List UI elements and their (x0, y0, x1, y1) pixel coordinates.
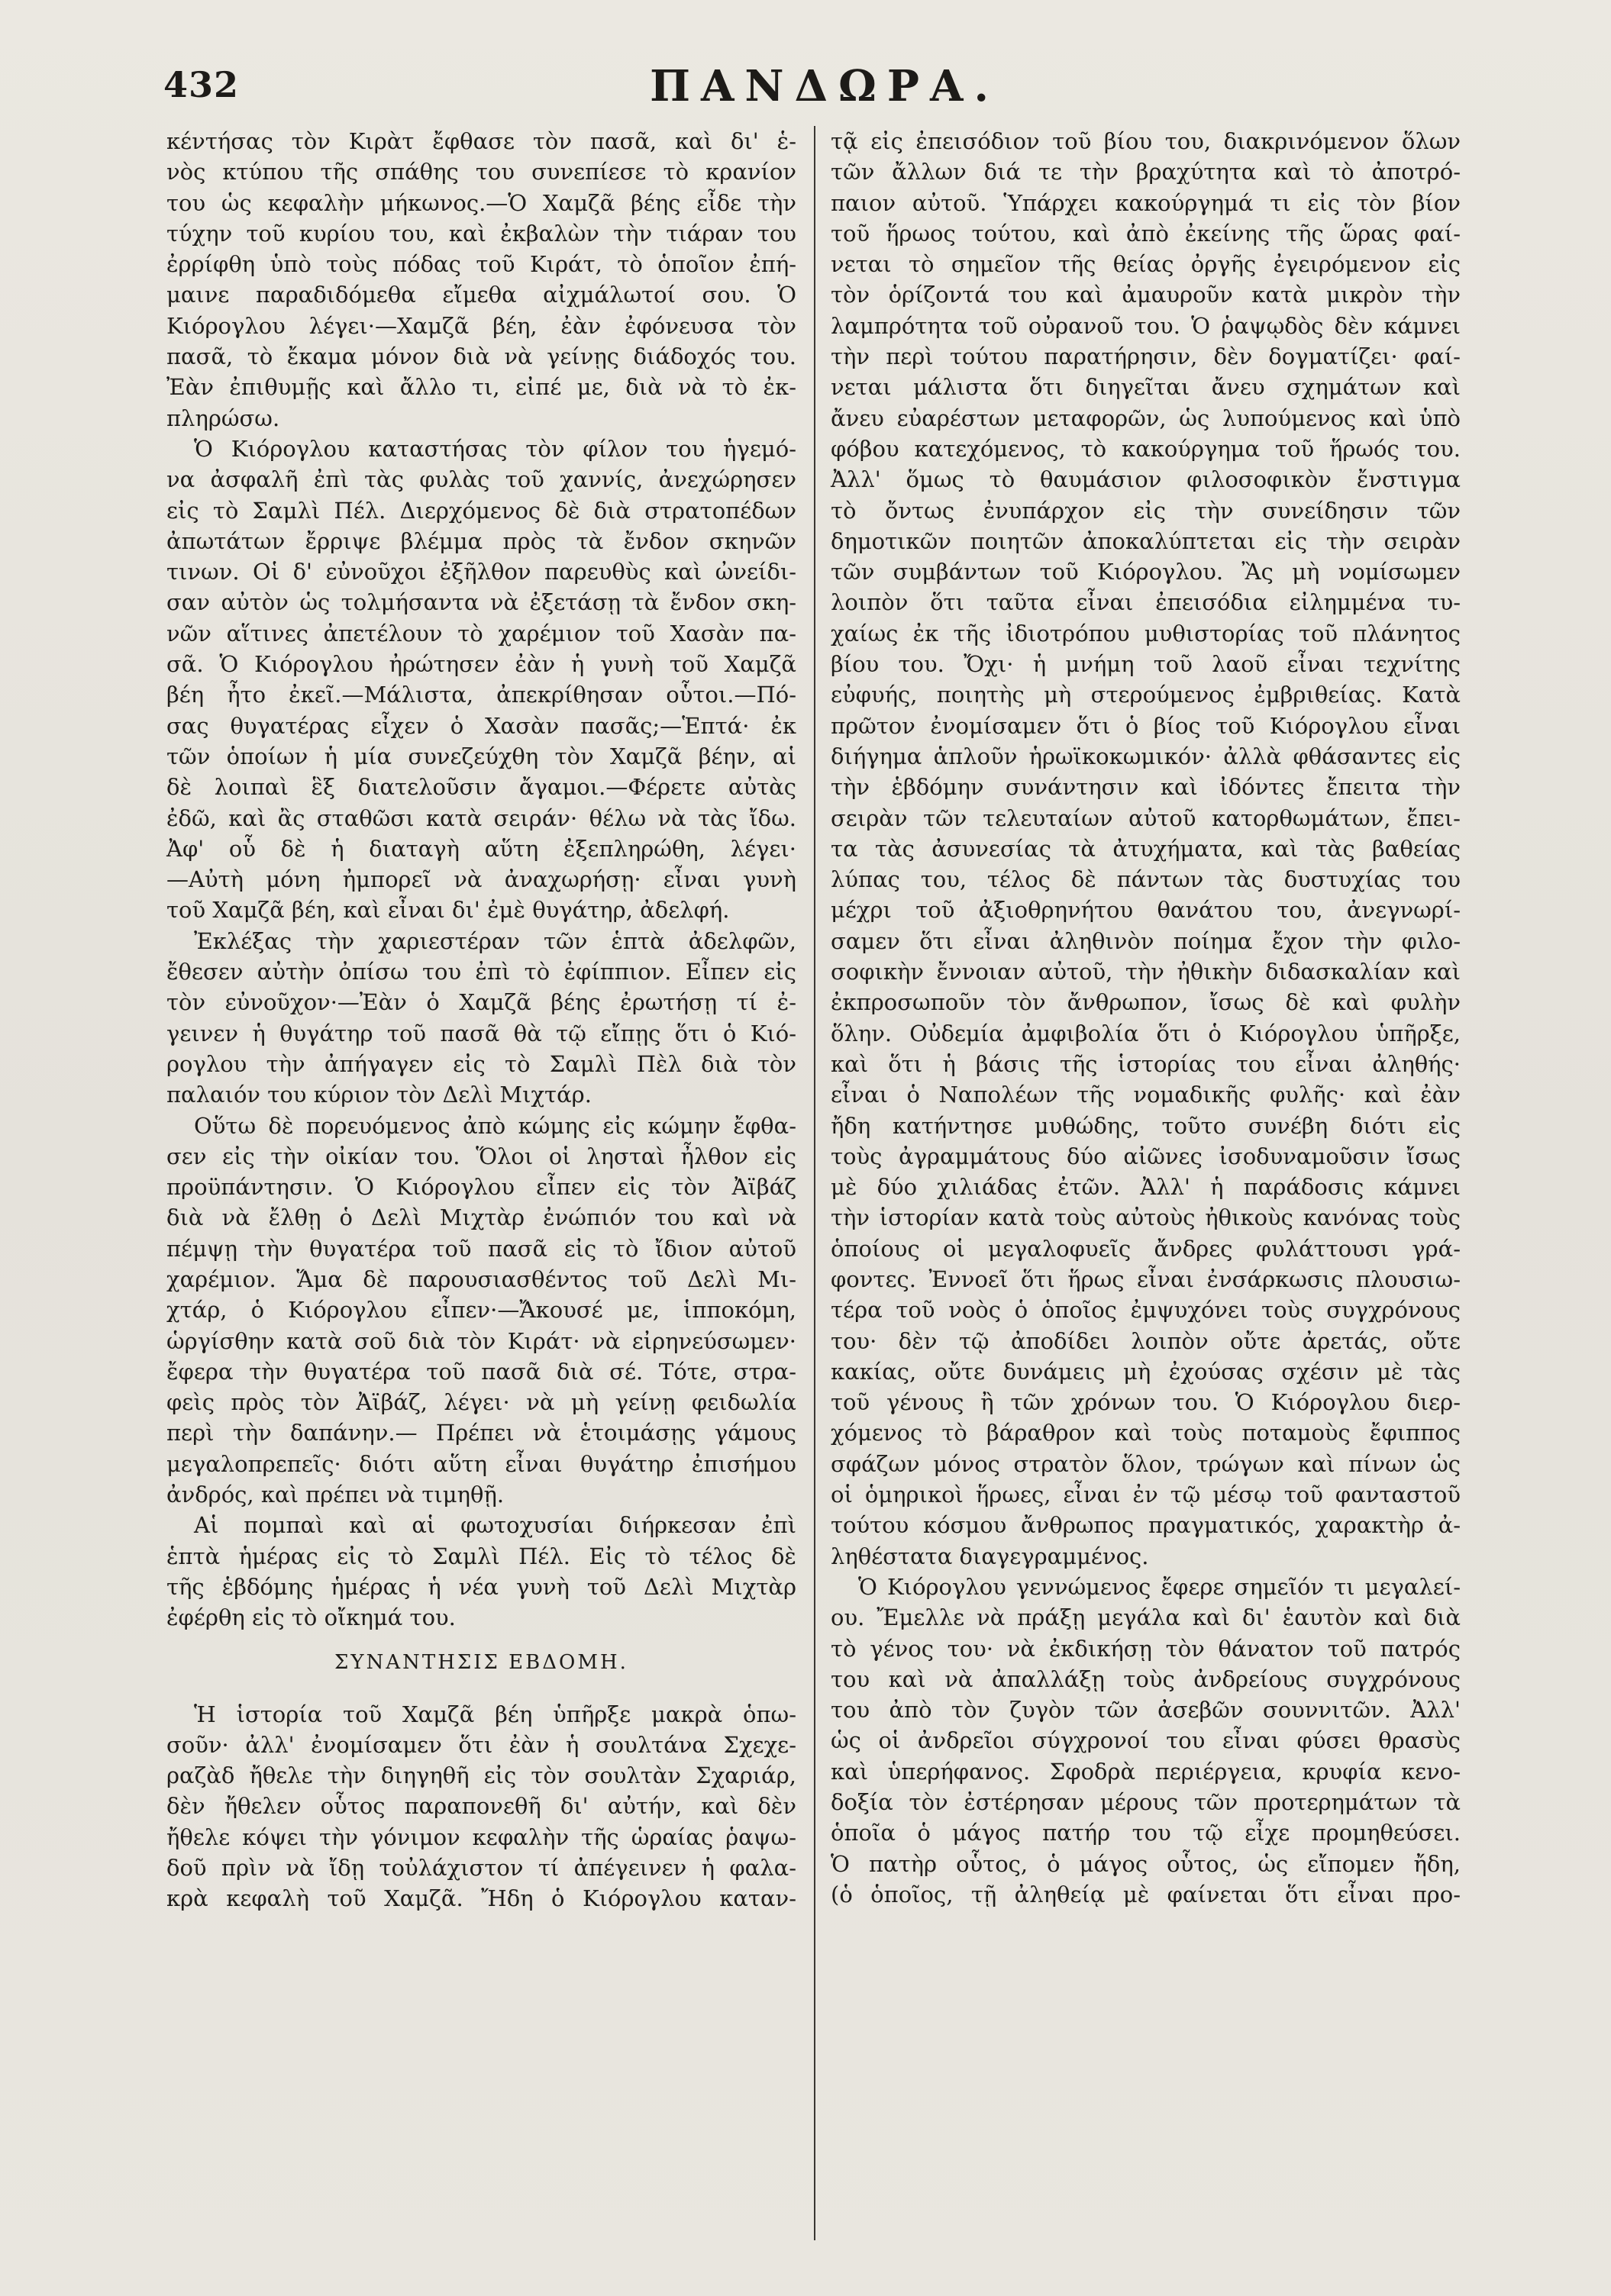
text-line: ἀνδρός, καὶ πρέπει νὰ τιμηθῇ. (166, 1482, 505, 1508)
text-line: προϋπάντησιν. Ὁ Κιόρογλου εἶπεν εἰς τὸν Ἀϊβάζ (166, 1174, 796, 1201)
text-line: τοῦ Χαμζᾶ βέη, καὶ εἶναι δι' ἐμὲ θυγάτηρ, ἀδελφή. (166, 897, 730, 924)
text-line: γεινεν ἡ θυγάτηρ τοῦ πασᾶ θὰ τῷ εἴπῃς ὅτι ὁ Κιό- (166, 1020, 796, 1046)
text-line: Ὁ πατὴρ οὗτος, ὁ μάγος οὗτος, ὡς εἴπομεν ἤδη, (831, 1850, 1461, 1877)
text-line: δὲ λοιπαὶ ἓξ διατελοῦσιν ἄγαμοι.—Φέρετε αὐτὰς (166, 774, 796, 801)
text-line: κρὰ κεφαλὴ τοῦ Χαμζᾶ. Ἤδη ὁ Κιόρογλου καταν- (166, 1885, 796, 1912)
text-line: μαινε παραδιδόμεθα εἴμεθα αἰχμάλωτοί σου. Ὁ (166, 282, 796, 308)
text-line: ἐρρίφθη ὑπὸ τοὺς πόδας τοῦ Κιράτ, τὸ ὁποῖον ἐπή- (166, 251, 796, 278)
text-line: (ὁ ὁποῖος, τῇ ἀληθείᾳ μὲ φαίνεται ὅτι εἶναι προ- (831, 1881, 1461, 1907)
text-line: τὴν ἱστορίαν κατὰ τοὺς αὐτοὺς ἠθικοὺς κανόνας τοὺς (831, 1204, 1461, 1231)
page-header (160, 60, 1489, 113)
text-line: Ἐκλέξας τὴν χαριεστέραν τῶν ἑπτὰ ἀδελφῶν, (194, 927, 796, 954)
text-line: χτάρ, ὁ Κιόρογλου εἶπεν·—Ἄκουσέ με, ἱπποκόμη, (166, 1297, 796, 1324)
text-line: ἐκπροσωποῦν τὸν ἄνθρωπον, ἴσως δὲ καὶ φυλὴν (831, 989, 1461, 1016)
text-line: πασᾶ, τὸ ἔκαμα μόνον διὰ νὰ γείνῃς διάδοχός του. (166, 343, 796, 370)
text-line: εἶναι ὁ Ναπολέων τῆς νομαδικῆς φυλῆς· καὶ ἐὰν (831, 1082, 1461, 1108)
text-line: τῶν ἄλλων διά τε τὴν βραχύτητα καὶ τὸ ἀποτρό- (831, 159, 1461, 185)
text-line: ὡργίσθην κατὰ σοῦ διὰ τὸν Κιράτ· νὰ εἰρηνεύσωμεν· (166, 1327, 796, 1354)
text-line: οἱ ὁμηρικοὶ ἥρωες, εἶναι ἐν τῷ μέσῳ τοῦ φανταστοῦ (831, 1482, 1461, 1508)
text-line: φοντες. Ἐννοεῖ ὅτι ἥρως εἶναι ἐνσάρκωσις πλουσιω- (831, 1266, 1461, 1292)
text-line: Ἀφ' οὗ δὲ ἡ διαταγὴ αὕτη ἐξεπληρώθη, λέγει· (166, 835, 796, 862)
page-number: 432 (163, 64, 240, 105)
text-line: δοῦ πρὶν νὰ ἴδῃ τοὐλάχιστον τί ἀπέγεινεν ἡ φαλα- (166, 1855, 796, 1882)
text-line: χαίως ἐκ τῆς ἰδιοτρόπου μυθιστορίας τοῦ πλάνητος (831, 620, 1461, 647)
left-column (166, 126, 796, 1914)
text-line: νῶν αἵτινες ἀπετέλουν τὸ χαρέμιον τοῦ Χασὰν πα- (166, 620, 796, 647)
text-line: λύπας του, τέλος δὲ πάντων τὰς δυστυχίας του (831, 866, 1461, 893)
text-line: σαμεν ὅτι εἶναι ἀληθινὸν ποίημα ἔχον τὴν φιλο- (831, 927, 1461, 954)
text-line: Ἐὰν ἐπιθυμῇς καὶ ἄλλο τι, εἰπέ με, διὰ νὰ τὸ ἐκ- (166, 374, 796, 401)
section-heading: ΣΥΝΑΝΤΗΣΙΣ ΕΒΔΟΜΗ. (334, 1650, 628, 1674)
text-line: σᾶ. Ὁ Κιόρογλου ἠρώτησεν ἐὰν ἡ γυνὴ τοῦ Χαμζᾶ (166, 651, 796, 678)
text-line: τὸ ὄντως ἐνυπάρχον εἰς τὴν συνείδησιν τῶν (831, 497, 1461, 524)
text-line: πληρώσω. (166, 405, 280, 431)
text-line: Οὕτω δὲ πορευόμενος ἀπὸ κώμης εἰς κώμην ἔφθα- (194, 1112, 796, 1139)
text-line: ἔθεσεν αὐτὴν ὀπίσω του ἐπὶ τὸ ἐφίππιον. Εἶπεν εἰς (166, 959, 796, 985)
text-line: τοὺς ἀγραμμάτους δύο αἰῶνες ἰσοδυναμοῦσιν ἴσως (831, 1143, 1461, 1169)
text-line: ἄνευ εὐαρέστων μεταφορῶν, ὡς λυπούμενος καὶ ὑπὸ (831, 405, 1461, 431)
text-line: ὡς οἱ ἀνδρεῖοι σύγχρονοί του εἶναι φύσει θρασὺς (831, 1727, 1461, 1754)
text-line: ἑπτὰ ἡμέρας εἰς τὸ Σαμλὶ Πέλ. Εἰς τὸ τέλος δὲ (166, 1543, 796, 1569)
text-line: Αἱ πομπαὶ καὶ αἱ φωτοχυσίαι διήρκεσαν ἐπὶ (194, 1512, 796, 1539)
text-line: ἐδῶ, καὶ ἂς σταθῶσι κατὰ σειράν· θέλω νὰ τὰς ἴδω. (166, 805, 796, 831)
text-line: ρογλου τὴν ἀπήγαγεν εἰς τὸ Σαμλὶ Πὲλ διὰ τὸν (166, 1050, 796, 1077)
text-line: παιον αὐτοῦ. Ὑπάρχει κακούργημά τι εἰς τὸν βίον (831, 189, 1461, 216)
text-line: τὴν ἑβδόμην συνάντησιν καὶ ἰδόντες ἔπειτα τὴν (831, 774, 1461, 801)
text-line: να ἀσφαλῆ ἐπὶ τὰς φυλὰς τοῦ χαννίς, ἀνεχώρησεν (166, 466, 796, 493)
text-line: βίου του. Ὄχι· ἡ μνήμη τοῦ λαοῦ εἶναι τεχνίτης (831, 651, 1461, 678)
column-divider (814, 126, 815, 2240)
text-line: εὐφυής, ποιητὴς μὴ στερούμενος ἐμβριθείας. Κατὰ (831, 682, 1461, 708)
text-line: σοῦν· ἀλλ' ἐνομίσαμεν ὅτι ἐὰν ἡ σουλτάνα Σχεχε- (166, 1731, 796, 1758)
text-line: ἐφέρθη εἰς τὸ οἴκημά του. (166, 1604, 456, 1631)
text-line: του ὡς κεφαλὴν μήκωνος.—Ὁ Χαμζᾶ βέης εἶδε τὴν (166, 189, 796, 216)
text-line: ὅλην. Οὐδεμία ἀμφιβολία ὅτι ὁ Κιόρογλου ὑπῆρξε, (831, 1020, 1461, 1046)
text-line: μέχρι τοῦ ἀξιοθρηνήτου θανάτου του, ἀνεγνωρί- (831, 897, 1461, 924)
text-line: κακίας, οὔτε δυνάμεις μὴ ἐχούσας σχέσιν μὲ τὰς (831, 1358, 1461, 1385)
text-line: Ὁ Κιόρογλου καταστήσας τὸν φίλον του ἡγεμό- (194, 435, 796, 462)
text-line: λαμπρότητα τοῦ οὐρανοῦ του. Ὁ ῥαψῳδὸς δὲν κάμνει (831, 312, 1461, 339)
text-line: εἰς τὸ Σαμλὶ Πέλ. Διερχόμενος δὲ διὰ στρατοπέδων (166, 497, 796, 524)
journal-title: ΠΑΝΔΩΡΑ. (650, 61, 999, 111)
text-line: Ἀλλ' ὅμως τὸ θαυμάσιον φιλοσοφικὸν ἔνστιγμα (831, 466, 1461, 493)
text-line: διήγημα ἁπλοῦν ἡρωϊκοκωμικόν· ἀλλὰ φθάσαντες εἰς (831, 743, 1461, 769)
text-line: σφάζων μόνος στρατὸν ὅλον, τρώγων καὶ πίνων ὡς (831, 1450, 1461, 1477)
text-line: μεγαλοπρεπεῖς· διότι αὕτη εἶναι θυγάτηρ ἐπισήμου (166, 1450, 796, 1477)
right-column (831, 126, 1461, 1910)
text-line: περὶ τὴν δαπάνην.— Πρέπει νὰ ἑτοιμάσῃς γάμους (166, 1420, 796, 1446)
text-line: νεται τὸ σημεῖον τῆς θείας ὀργῆς ἐγειρόμενον εἰς (831, 251, 1461, 278)
text-line: ὁποῖα ὁ μάγος πατήρ του τῷ εἶχε προμηθεύσει. (831, 1820, 1461, 1846)
text-line: Ὁ Κιόρογλου γεννώμενος ἔφερε σημεῖόν τι μεγαλεί- (858, 1573, 1461, 1600)
text-line: ου. Ἔμελλε νὰ πράξῃ μεγάλα καὶ δι' ἑαυτὸν καὶ διὰ (831, 1604, 1461, 1631)
text-line: Ἡ ἱστορία τοῦ Χαμζᾶ βέη ὑπῆρξε μακρὰ ὁπω- (194, 1701, 796, 1727)
text-line: του ἀπὸ τὸν ζυγὸν τῶν ἀσεβῶν σουννιτῶν. Ἀλλ' (831, 1697, 1461, 1724)
text-line: τὸν ὁρίζοντά του καὶ ἀμαυροῦν κατὰ μικρὸν τὴν (831, 282, 1461, 308)
text-line: διὰ νὰ ἔλθῃ ὁ Δελὶ Μιχτὰρ ἐνώπιόν του καὶ νὰ (166, 1204, 796, 1231)
text-line: φόβου κατεχόμενος, τὸ κακούργημα τοῦ ἥρωός του. (831, 435, 1461, 462)
text-line: φεὶς πρὸς τὸν Ἀϊβάζ, λέγει· νὰ μὴ γείνῃ φειδωλία (166, 1389, 796, 1416)
text-line: του· δὲν τῷ ἀποδίδει λοιπὸν οὔτε ἀρετάς, οὔτε (831, 1327, 1461, 1354)
text-line: τοῦ ἥρωος τούτου, καὶ ἀπὸ ἐκείνης τῆς ὥρας φαί- (831, 220, 1461, 247)
text-line: μὲ δύο χιλιάδας ἐτῶν. Ἀλλ' ἡ παράδοσις κάμνει (831, 1174, 1461, 1201)
text-line: τὸ γένος του· νὰ ἐκδικήσῃ τὸν θάνατον τοῦ πατρός (831, 1635, 1461, 1662)
text-line: ἔφερα τὴν θυγατέρα τοῦ πασᾶ διὰ σέ. Τότε, στρα- (166, 1358, 796, 1385)
text-line: ἤδη κατήντησε μυθώδης, τοῦτο συνέβη διότι εἰς (831, 1112, 1461, 1139)
text-line: καὶ ὑπερήφανος. Σφοδρὰ περιέργεια, κρυφία κενο- (831, 1758, 1461, 1785)
text-line: ραζὰδ ἤθελε τὴν διηγηθῆ εἰς τὸν σουλτὰν Σχαριάρ, (166, 1762, 796, 1789)
text-line: τοῦ γένους ἢ τῶν χρόνων του. Ὁ Κιόρογλου διερ- (831, 1389, 1461, 1416)
text-line: τέρα τοῦ νοὸς ὁ ὁποῖος ἐμψυχόνει τοὺς συγχρόνους (831, 1297, 1461, 1324)
text-line: νὸς κτύπου τῆς σπάθης του συνεπίεσε τὸ κρανίον (166, 159, 796, 185)
text-line: σας θυγατέρας εἶχεν ὁ Χασὰν πασᾶς;—Ἑπτά· ἐκ (166, 712, 796, 739)
text-line: τὴν περὶ τούτου παρατήρησιν, δὲν δογματίζει· φαί- (831, 343, 1461, 370)
text-line: δὲν ἤθελεν οὗτος παραπονεθῆ δι' αὐτήν, καὶ δὲν (166, 1793, 796, 1820)
text-line: τᾷ εἰς ἐπεισόδιον τοῦ βίου του, διακρινόμενον ὅλων (831, 128, 1461, 154)
text-line: καὶ ὅτι ἡ βάσις τῆς ἱστορίας του εἶναι ἀληθής· (831, 1050, 1461, 1077)
text-line: κέντήσας τὸν Κιρὰτ ἔφθασε τὸν πασᾶ, καὶ δι' ἑ- (166, 128, 796, 154)
text-line: δοξία τὸν ἐστέρησαν μέρους τῶν προτερημάτων τὰ (831, 1789, 1461, 1816)
text-line: τύχην τοῦ κυρίου του, καὶ ἐκβαλὼν τὴν τιάραν του (166, 220, 796, 247)
text-line: ἀπωτάτων ἔρριψε βλέμμα πρὸς τὰ ἔνδον σκηνῶν (166, 527, 796, 554)
text-line: παλαιόν του κύριον τὸν Δελὶ Μιχτάρ. (166, 1082, 592, 1108)
text-line: ἤθελε κόψει τὴν γόνιμον κεφαλὴν τῆς ὡραίας ῥαψω- (166, 1824, 796, 1850)
text-line: —Αὐτὴ μόνη ἠμπορεῖ νὰ ἀναχωρήσῃ· εἶναι γυνὴ (166, 866, 796, 893)
text-line: χαρέμιον. Ἅμα δὲ παρουσιασθέντος τοῦ Δελὶ Μι- (166, 1266, 796, 1292)
text-line: πρῶτον ἐνομίσαμεν ὅτι ὁ βίος τοῦ Κιόρογλου εἶναι (831, 712, 1461, 739)
text-line: τὸν εὐνοῦχον·—Ἐὰν ὁ Χαμζᾶ βέης ἐρωτήσῃ τί ἐ- (166, 989, 796, 1016)
text-line: πέμψῃ τὴν θυγατέρα τοῦ πασᾶ εἰς τὸ ἴδιον αὐτοῦ (166, 1235, 796, 1262)
text-line: βέη ἦτο ἐκεῖ.—Μάλιστα, ἀπεκρίθησαν οὗτοι.—Πό- (166, 682, 796, 708)
text-line: λοιπὸν ὅτι ταῦτα εἶναι ἐπεισόδια εἰλημμένα τυ- (831, 589, 1461, 616)
text-line: ὁποίους οἱ μεγαλοφυεῖς ἄνδρες φυλάττουσι γρά- (831, 1235, 1461, 1262)
text-line: τινων. Οἱ δ' εὐνοῦχοι ἐξῆλθον παρευθὺς καὶ ὠνείδι- (166, 559, 796, 585)
text-line: τῶν ὁποίων ἡ μία συνεζεύχθη τὸν Χαμζᾶ βέην, αἱ (166, 743, 796, 769)
text-line: δημοτικῶν ποιητῶν ἀποκαλύπτεται εἰς τὴν σειρὰν (831, 527, 1461, 554)
text-line: τῆς ἑβδόμης ἡμέρας ἡ νέα γυνὴ τοῦ Δελὶ Μιχτὰρ (166, 1573, 796, 1600)
text-line: Κιόρογλου λέγει·—Χαμζᾶ βέη, ἐὰν ἐφόνευσα τὸν (166, 312, 796, 339)
text-line: νεται μάλιστα ὅτι διηγεῖται ἄνευ σχημάτων καὶ (831, 374, 1461, 401)
text-line: σοφικὴν ἔννοιαν αὐτοῦ, τὴν ἠθικὴν διδασκαλίαν καὶ (831, 959, 1461, 985)
text-line: σειρὰν τῶν τελευταίων αὐτοῦ κατορθωμάτων, ἔπει- (831, 805, 1461, 831)
text-line: τῶν συμβάντων τοῦ Κιόρογλου. Ἂς μὴ νομίσωμεν (831, 559, 1461, 585)
text-line: του καὶ νὰ ἀπαλλάξῃ τοὺς ἀνδρείους συγχρόνους (831, 1666, 1461, 1692)
text-line: τούτου κόσμου ἄνθρωπος πραγματικός, χαρακτὴρ ἀ- (831, 1512, 1461, 1539)
text-line: τα τὰς ἀσυνεσίας τὰ ἀτυχήματα, καὶ τὰς βαθείας (831, 835, 1461, 862)
text-line: σεν εἰς τὴν οἰκίαν του. Ὅλοι οἱ λησταὶ ἦλθον εἰς (166, 1143, 796, 1169)
text-line: χόμενος τὸ βάραθρον καὶ τοὺς ποταμοὺς ἔφιππος (831, 1420, 1461, 1446)
text-line: ληθέστατα διαγεγραμμένος. (831, 1543, 1149, 1569)
text-line: σαν αὐτὸν ὡς τολμήσαντα νὰ ἐξετάσῃ τὰ ἔνδον σκη- (166, 589, 796, 616)
